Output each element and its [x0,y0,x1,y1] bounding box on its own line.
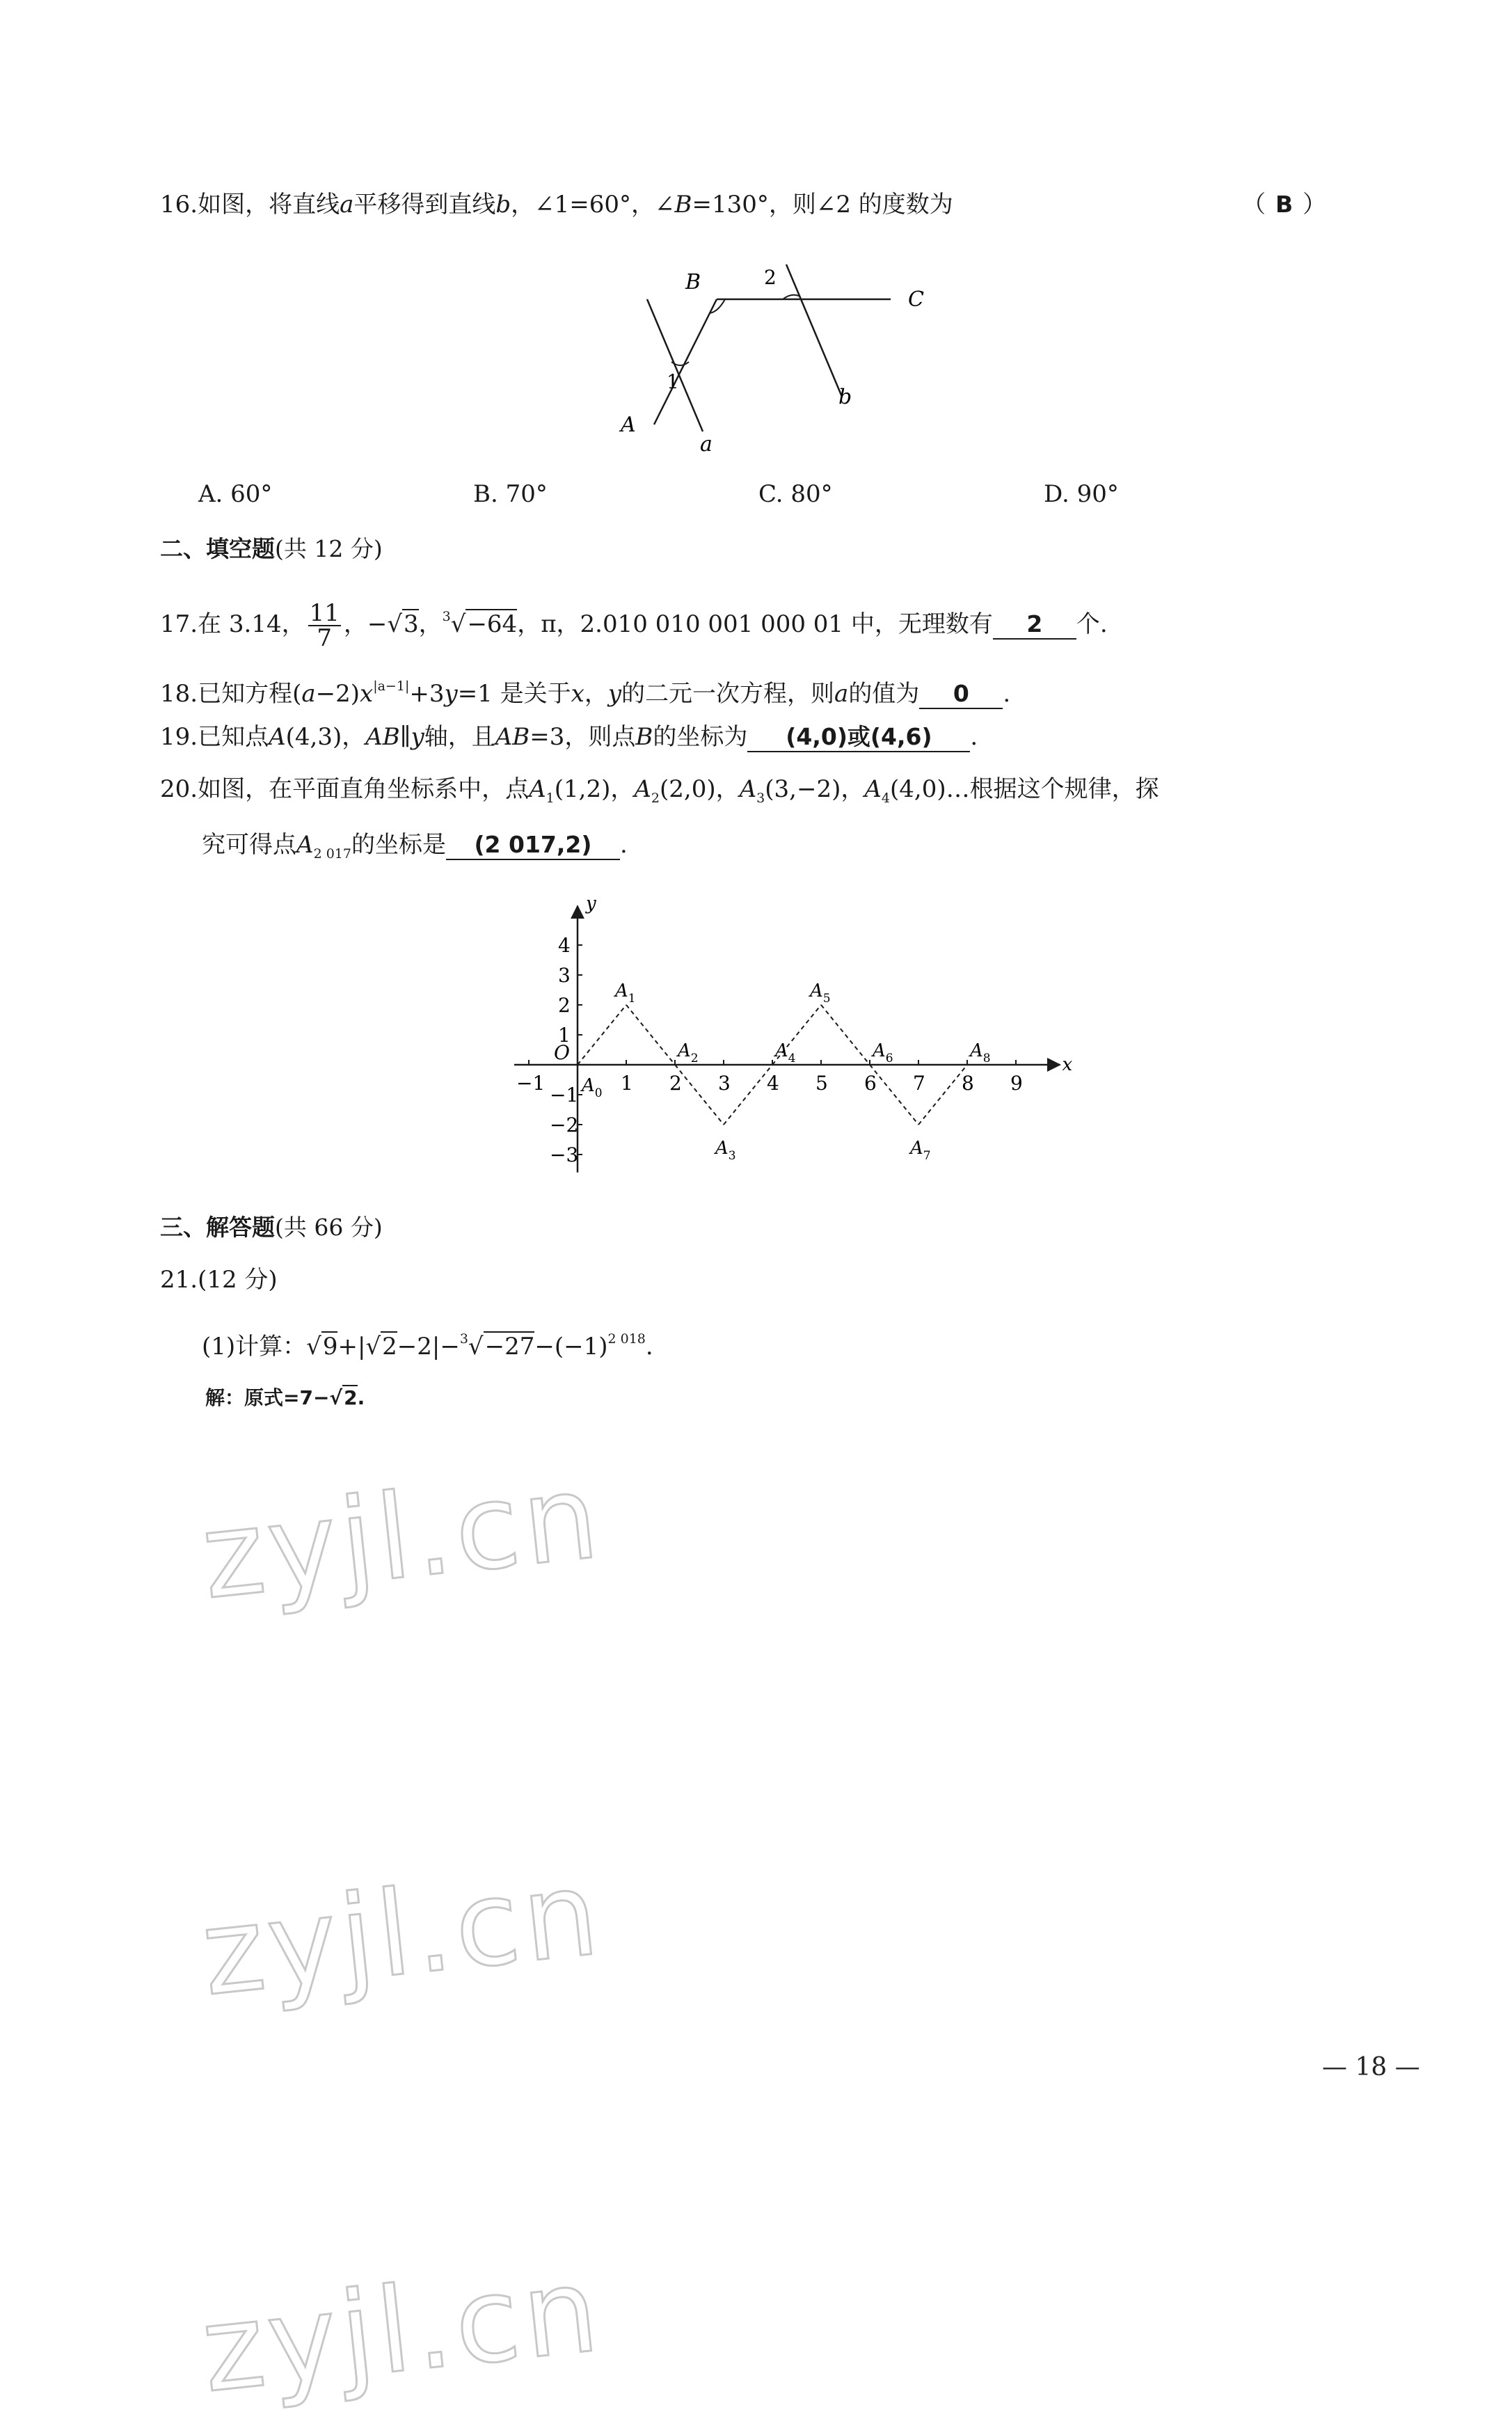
label-B: B [685,270,701,294]
y-tick-label: −2 [550,1113,579,1136]
x-tick-label: 7 [913,1072,925,1095]
label-1: 1 [667,370,679,393]
x-tick-label: 5 [815,1072,828,1095]
section-2-title: 二、填空题(共 12 分) [160,535,383,562]
point-label: $A_0$ [582,1075,603,1100]
point-label: $A_5$ [810,981,831,1006]
q20-answer: (2 017,2) [446,831,620,860]
q16-option-c: C. 80° [758,480,833,508]
point-label: $A_7$ [910,1138,931,1163]
question-20-line2: 究可得点$A_{2 017}$的坐标是 (2 017,2) . [202,831,628,862]
q18-answer: 0 [919,680,1003,709]
q21-part1: (1)计算：$√9+|√2-2|-^3√-27-(-1)^{2 018}$. [202,1331,653,1361]
x-tick-label: 9 [1010,1072,1023,1095]
question-19: 19.已知点A(4,3)，AB∥y轴，且AB=3，则点B的坐标为 (4,0)或(4,6) . [160,723,978,751]
line-b [786,264,842,397]
point-label-subscript: 5 [822,992,831,1006]
q16-answer-bracket: （ B ） [1242,191,1327,219]
point-label: $A_8$ [970,1040,991,1065]
q20-coordinate-graph [487,884,1073,1190]
point-label: $A_1$ [615,981,636,1006]
zigzag-segment [626,1005,675,1065]
point-label-subscript: 6 [885,1052,893,1065]
label-b: b [838,385,852,409]
point-label-subscript: 7 [923,1149,931,1163]
zigzag-segment [918,1065,967,1125]
y-axis-label: y [586,893,596,914]
point-label: $A_6$ [873,1040,893,1065]
y-tick-label: −1 [550,1084,579,1107]
point-label-subscript: 4 [788,1052,796,1065]
x-tick-label: 3 [718,1072,731,1095]
watermark-top: zyjl.cn [196,1448,608,1626]
question-20-line1: 20.如图，在平面直角坐标系中，点$A_1(1,2)$，$A_2(2,0)$，$A_3(3,-2)$，$A_4(4,0)\dots$根据这个规律，探 [160,775,1159,806]
question-21: 21.(12 分) [160,1266,278,1294]
y-tick-label: −3 [550,1143,579,1166]
q19-answer: (4,0)或(4,6) [747,723,970,752]
x-tick-label: 2 [669,1072,682,1095]
x-axis-label: x [1062,1054,1073,1075]
zigzag-segment [724,1065,772,1125]
label-a: a [700,432,713,457]
x-tick-label: 8 [962,1072,974,1095]
origin-label: O [554,1041,570,1064]
zigzag-segment [870,1065,918,1125]
question-17: 17.在 3.14， $\frac{11}{7}$ ，−√3，$^3$√−64，π，2.010 010 001 000 01 中，无理数有 2 个. [160,599,1108,652]
question-16: 16.如图，将直线a平移得到直线b，∠1=60°，∠B=130°，则∠2 的度数为 [160,191,953,219]
graph-ticks [516,934,1023,1166]
point-label: $A_2$ [678,1040,699,1065]
y-tick-label: 3 [558,964,571,987]
label-C: C [908,287,924,312]
question-18: 18.已知方程$(a-2)x^{|a-1|}+3y=1$ 是关于x，y的二元一次方程，则a的值为 0 . [160,679,1011,708]
point-label: $A_3$ [715,1138,736,1163]
watermark-bottom-visible: zyjl.cn [196,1844,608,2022]
zigzag-segment [675,1065,724,1125]
line-AB [654,299,717,425]
watermark-bottom: zyjl.cn [196,2241,608,2419]
page-number: — 18 — [1322,2053,1420,2081]
q21-solution: 解：原式=7−√2. [205,1386,365,1409]
q16-answer: B [1275,191,1294,218]
section-3-title: 三、解答题(共 66 分) [160,1214,383,1241]
y-tick-label: 4 [558,934,571,957]
graph-point-labels [580,981,991,1163]
line-a [647,299,703,431]
x-tick-label: 4 [767,1072,779,1095]
q16-figure [598,257,932,459]
point-label-subscript: 8 [982,1052,991,1065]
q16-option-d: D. 90° [1044,480,1119,508]
point-label-subscript: 2 [690,1052,699,1065]
point-label: $A_4$ [775,1040,796,1065]
y-tick-label: 1 [558,1024,571,1047]
zigzag-segment [578,1005,626,1065]
x-tick-label: −1 [516,1072,546,1095]
fraction-11-7: $\frac{11}{7}$ [309,599,340,652]
zigzag-segment [821,1005,870,1065]
x-tick-label: 1 [621,1072,633,1095]
q17-answer: 2 [993,610,1076,640]
label-A: A [621,413,636,437]
q16-option-a: A. 60° [198,480,273,508]
graph-axes [514,893,1073,1172]
q16-option-b: B. 70° [473,480,548,508]
angle-B-arc [710,299,725,313]
point-label-subscript: 0 [594,1086,603,1100]
x-tick-label: 6 [864,1072,877,1095]
label-2: 2 [764,266,777,289]
point-label-subscript: 3 [728,1149,736,1163]
y-tick-label: 2 [558,994,571,1017]
point-label-subscript: 1 [628,992,636,1006]
